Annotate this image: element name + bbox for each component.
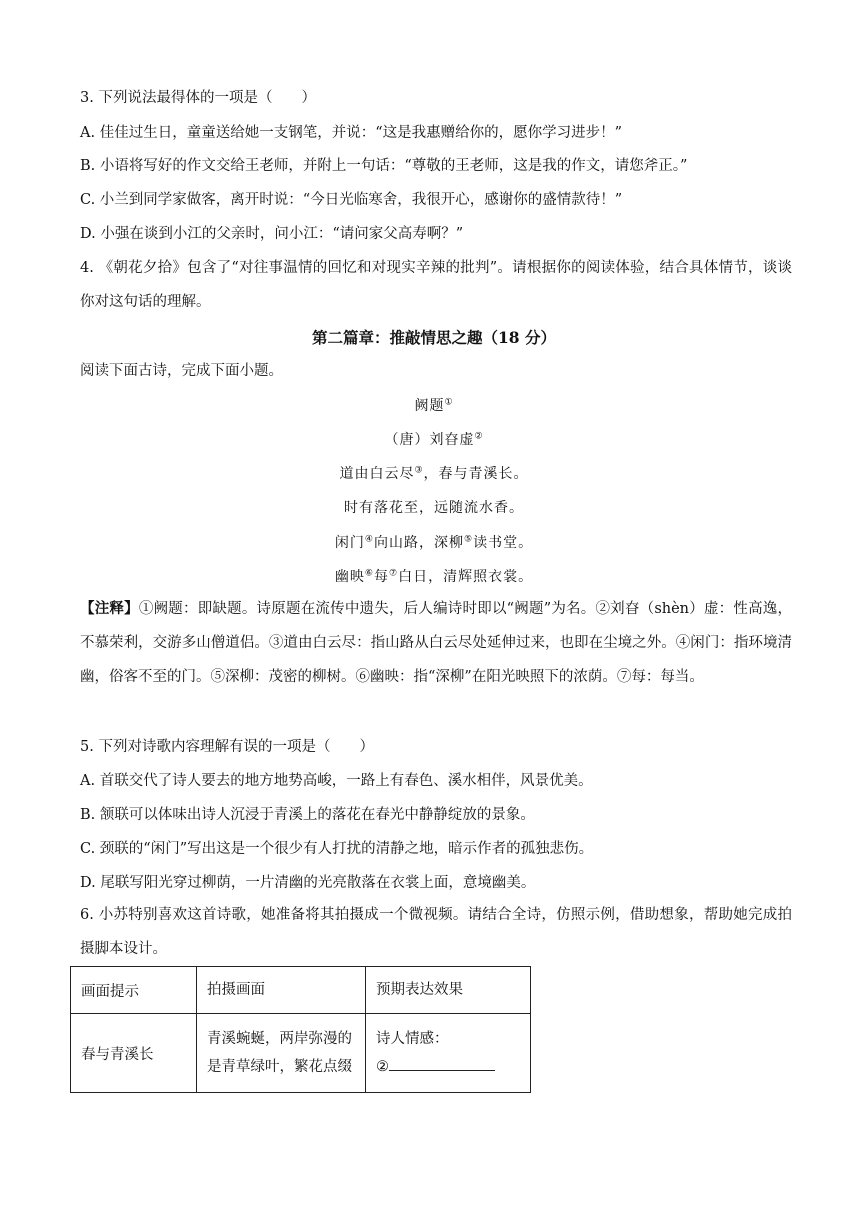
q3-option-c: C. 小兰到同学家做客，离开时说：“今日光临寒舍，我很开心，感谢你的盛情款待！” — [80, 192, 623, 208]
section-heading: 第二篇章：推敲情思之趣（18 分） — [312, 328, 556, 347]
poem-title: 阙题① — [414, 397, 454, 414]
effect-answer-line[interactable] — [376, 1053, 520, 1081]
q5-stem: 5. 下列对诗歌内容理解有误的一项是（ ） — [80, 739, 374, 755]
section-intro: 阅读下面古诗，完成下面小题。 — [80, 363, 283, 379]
poem-line-1: 道由白云尽③，春与青溪长。 — [339, 465, 529, 482]
poem-line-4: 幽映⑥每⑦白日，清辉照衣裳。 — [334, 568, 534, 585]
poem-notes — [80, 592, 792, 694]
blank-number: ② — [376, 1059, 389, 1075]
effect-label: 诗人情感： — [376, 1031, 449, 1047]
q5-option-b: B. 颔联可以体味出诗人沉浸于青溪上的落花在春光中静静绽放的景象。 — [80, 807, 535, 823]
header-effect: 预期表达效果 — [366, 967, 531, 1014]
q5-option-c: C. 颈联的“闲门”写出这是一个很少有人打扰的清静之地，暗示作者的孤独悲伤。 — [80, 841, 594, 857]
q5-option-a: A. 首联交代了诗人要去的地方地势高峻，一路上有春色、溪水相伴，风景优美。 — [80, 773, 593, 789]
poem-author: （唐）刘昚虚② — [384, 431, 484, 448]
cell-prompt: 春与青溪长 — [71, 1014, 197, 1093]
notes-text: ①阙题：即缺题。诗原题在流传中遗失，后人编诗时即以“阙题”为名。②刘昚（shèn）虚：性高逸，不慕荣利，交游多山僧道侣。③道由白云尽：指山路从白云尽处延伸过来，也即在尘境之外。④闲门：指环境清幽，俗客不至的门。⑤深柳：茂密的柳树。⑥幽映：指“深柳”在阳光映照下的浓荫。⑦每：每当。 — [80, 601, 793, 685]
header-prompt: 画面提示 — [71, 967, 197, 1014]
notes-label: 【注释】 — [80, 600, 139, 617]
q3-option-b: B. 小语将写好的作文交给王老师，并附上一句话：“尊敬的王老师，这是我的作文，请您斧正。” — [80, 158, 688, 174]
table-header-row — [71, 967, 531, 1014]
q5-option-d: D. 尾联写阳光穿过柳荫，一片清幽的光亮散落在衣裳上面，意境幽美。 — [80, 875, 536, 891]
script-table — [70, 966, 531, 1093]
q4-text: 4. 《朝花夕拾》包含了“对往事温情的回忆和对现实辛辣的批判”。请根据你的阅读体验，结合具体情节，谈谈你对这句话的理解。 — [80, 260, 792, 310]
poem-line-3: 闲门④向山路，深柳⑤读书堂。 — [334, 534, 534, 551]
table-row — [71, 1014, 531, 1093]
q3-option-d: D. 小强在谈到小江的父亲时，问小江：“请问家父高寿啊？” — [80, 226, 464, 242]
q3-stem: 3. 下列说法最得体的一项是（ ） — [80, 90, 316, 106]
cell-scene: 青溪蜿蜒，两岸弥漫的是青草绿叶，繁花点缀 — [197, 1014, 366, 1093]
header-scene: 拍摄画面 — [197, 967, 366, 1014]
poem-line-2: 时有落花至，远随流水香。 — [344, 500, 524, 516]
answer-blank[interactable] — [389, 1056, 495, 1071]
q3-option-a: A. 佳佳过生日，童童送给她一支钢笔，并说：“这是我惠赠给你的，愿你学习进步！” — [80, 125, 623, 141]
cell-effect — [366, 1014, 531, 1093]
q6-text: 6. 小苏特别喜欢这首诗歌，她准备将其拍摄成一个微视频。请结合全诗，仿照示例，借助想象，帮助她完成拍摄脚本设计。 — [80, 907, 792, 957]
